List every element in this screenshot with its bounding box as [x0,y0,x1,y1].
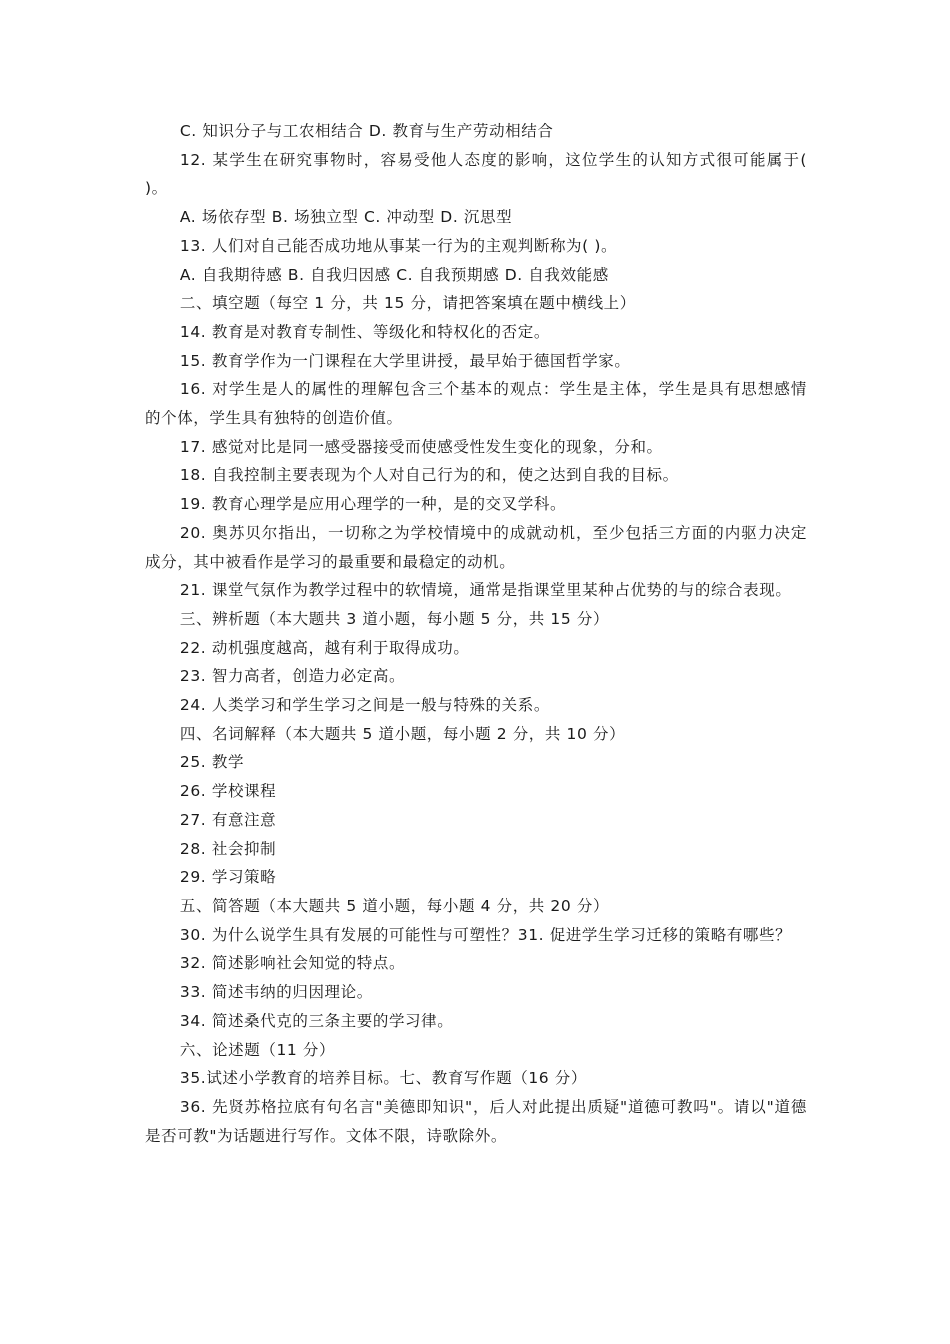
question-14: 14. 教育是对教育专制性、等级化和特权化的否定。 [179,322,550,341]
question-26: 26. 学校课程 [179,782,277,801]
section-heading: 六、论述题（11 分） [179,1040,336,1059]
question-34: 34. 简述桑代克的三条主要的学习律。 [179,1011,454,1030]
question-28: 28. 社会抑制 [179,839,277,858]
option-line: A. 场依存型 B. 场独立型 C. 冲动型 D. 沉思型 [179,208,513,227]
question-22: 22. 动机强度越高，越有利于取得成功。 [179,638,470,657]
option-line: C. 知识分子与工农相结合 D. 教育与生产劳动相结合 [179,122,554,140]
section-heading: 二、填空题（每空 1 分，共 15 分，请把答案填在题中横线上） [179,294,636,313]
question-36: 36. 先贤苏格拉底有句名言"美德即知识"，后人对此提出质疑"道德可教吗"。请以"道德是否可教"为话题进行写作。文体不限，诗歌除外。 [145,1097,807,1145]
question-25: 25. 教学 [179,753,245,772]
question-20: 20. 奥苏贝尔指出，一切称之为学校情境中的成就动机，至少包括三方面的内驱力决定成分，其中被看作是学习的最重要和最稳定的动机。 [145,523,807,571]
question-17: 17. 感觉对比是同一感受器接受而使感受性发生变化的现象，分和。 [179,437,663,456]
question-24: 24. 人类学习和学生学习之间是一般与特殊的关系。 [179,696,550,715]
question-27: 27. 有意注意 [179,810,277,829]
document-body [145,117,807,1150]
section-heading: 四、名词解释（本大题共 5 道小题，每小题 2 分，共 10 分） [179,724,626,743]
section-heading: 三、辨析题（本大题共 3 道小题，每小题 5 分，共 15 分） [179,609,610,628]
question-32: 32. 简述影响社会知觉的特点。 [179,954,406,973]
question-18: 18. 自我控制主要表现为个人对自己行为的和，使之达到自我的目标。 [179,466,679,485]
question-35: 35.试述小学教育的培养目标。七、教育写作题（16 分） [179,1069,587,1088]
question-33: 33. 简述韦纳的归因理论。 [179,983,373,1002]
question-29: 29. 学习策略 [179,868,277,887]
option-line: A. 自我期待感 B. 自我归因感 C. 自我预期感 D. 自我效能感 [179,265,609,284]
question-13: 13. 人们对自己能否成功地从事某一行为的主观判断称为( )。 [179,236,618,255]
question-21: 21. 课堂气氛作为教学过程中的软情境，通常是指课堂里某种占优势的与的综合表现。 [179,581,792,600]
question-30-31: 30. 为什么说学生具有发展的可能性与可塑性？31. 促进学生学习迁移的策略有哪些？ [179,925,792,944]
question-19: 19. 教育心理学是应用心理学的一种，是的交叉学科。 [179,495,567,514]
question-23: 23. 智力高者，创造力必定高。 [179,667,406,686]
question-12: 12. 某学生在研究事物时，容易受他人态度的影响，这位学生的认知方式很可能属于( )。 [145,150,807,198]
question-15: 15. 教育学作为一门课程在大学里讲授，最早始于德国哲学家。 [179,351,631,370]
question-16: 16. 对学生是人的属性的理解包含三个基本的观点：学生是主体，学生是具有思想感情的个体，学生具有独特的创造价值。 [145,380,807,428]
section-heading: 五、简答题（本大题共 5 道小题，每小题 4 分，共 20 分） [179,896,610,915]
